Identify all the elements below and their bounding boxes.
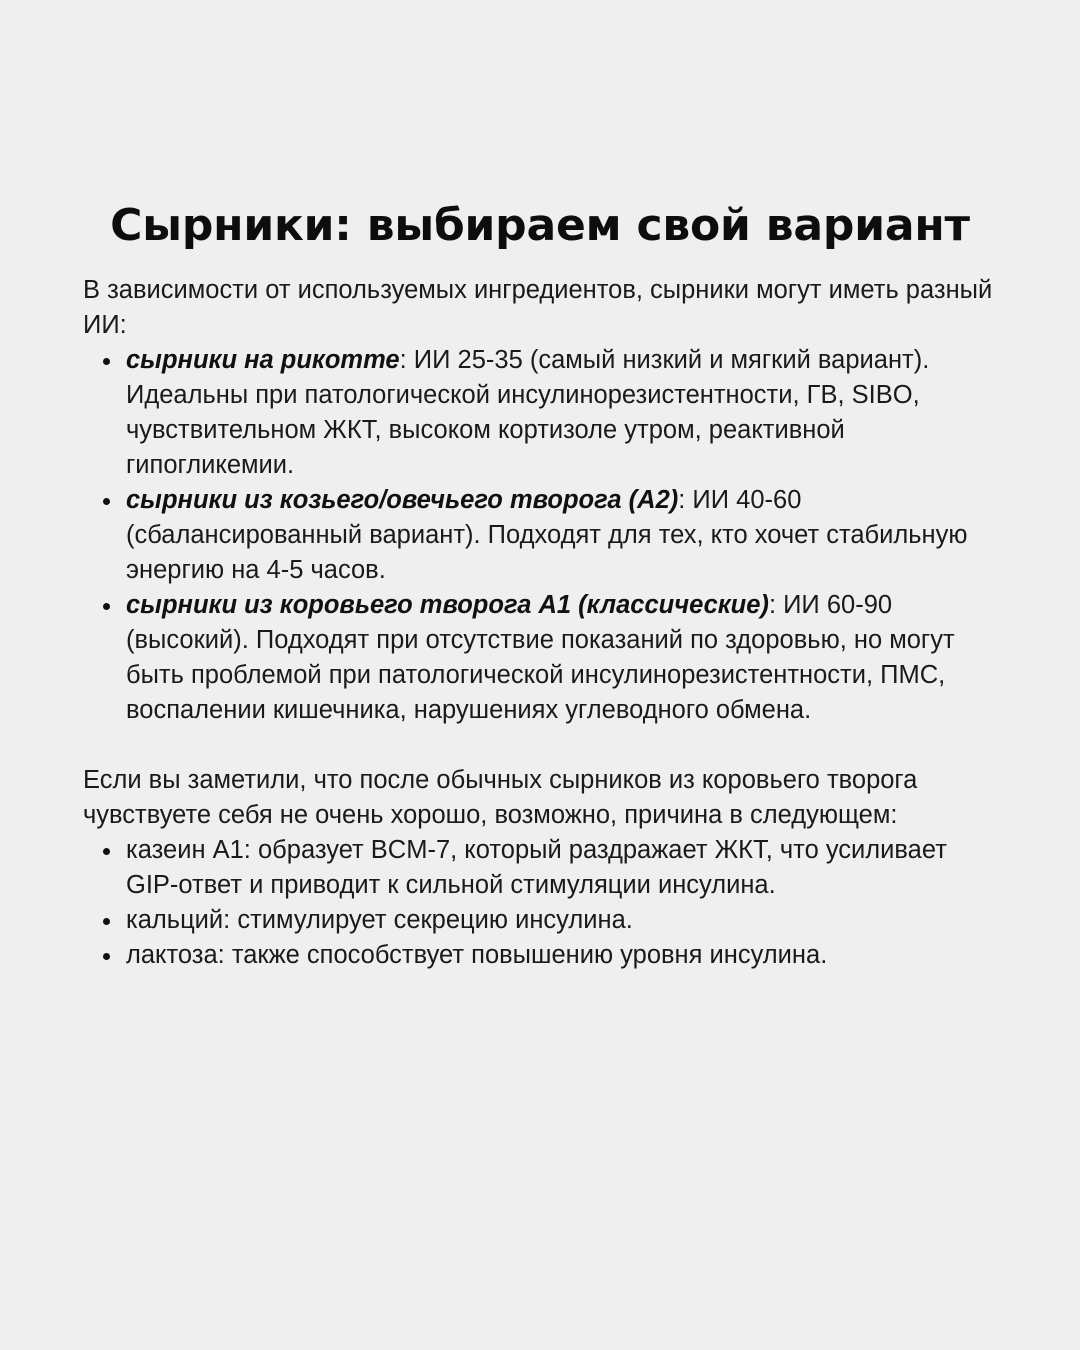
variant-term: сырники из козьего/овечьего творога (А2) — [126, 486, 679, 514]
variant-description: : ИИ 60-90 (высокий). Подходят при отсутствие показаний по здоровью, но могут быть проблемой при патологической инсулинорезистентности, ПМС, воспалении кишечника, нарушениях углеводного обмена. — [126, 591, 955, 724]
bullet-icon — [103, 358, 110, 365]
variant-term: сырники из коровьего творога А1 (классические) — [126, 591, 769, 619]
variant-description: : ИИ 25-35 (самый низкий и мягкий вариант). Идеальны при патологической инсулинорезистентности, ГВ, SIBO, чувствительном ЖКТ, высоком кортизоле утром, реактивной гипогликемии. — [126, 346, 930, 479]
causes-list — [83, 833, 1003, 973]
content-body — [83, 273, 1003, 973]
list-item — [83, 833, 1003, 903]
page-title: Сырники: выбираем свой вариант — [110, 200, 970, 251]
list-item — [83, 903, 1003, 938]
variant-term: сырники на рикотте — [126, 346, 400, 374]
bullet-icon — [103, 498, 110, 505]
intro-paragraph: В зависимости от используемых ингредиентов, сырники могут иметь разный ИИ: — [83, 276, 993, 339]
cause-text: лактоза: также способствует повышению уровня инсулина. — [126, 941, 828, 969]
bullet-icon — [103, 918, 110, 925]
variant-description: : ИИ 40-60 (сбалансированный вариант). Подходят для тех, кто хочет стабильную энергию на 4-5 часов. — [126, 486, 968, 584]
cause-intro-paragraph: Если вы заметили, что после обычных сырников из коровьего творога чувствуете себя не очень хорошо, возможно, причина в следующем: — [83, 766, 918, 829]
list-item — [83, 938, 1003, 973]
bullet-icon — [103, 953, 110, 960]
bullet-icon — [103, 603, 110, 610]
list-item — [83, 343, 1003, 483]
list-item — [83, 588, 1003, 728]
cause-text: кальций: стимулирует секрецию инсулина. — [126, 906, 633, 934]
list-item — [83, 483, 1003, 588]
paragraph-gap — [83, 728, 1003, 763]
cause-text: казеин А1: образует BCM-7, который раздражает ЖКТ, что усиливает GIP-ответ и приводит к сильной стимуляции инсулина. — [126, 836, 947, 899]
bullet-icon — [103, 848, 110, 855]
variants-list — [83, 343, 1003, 728]
